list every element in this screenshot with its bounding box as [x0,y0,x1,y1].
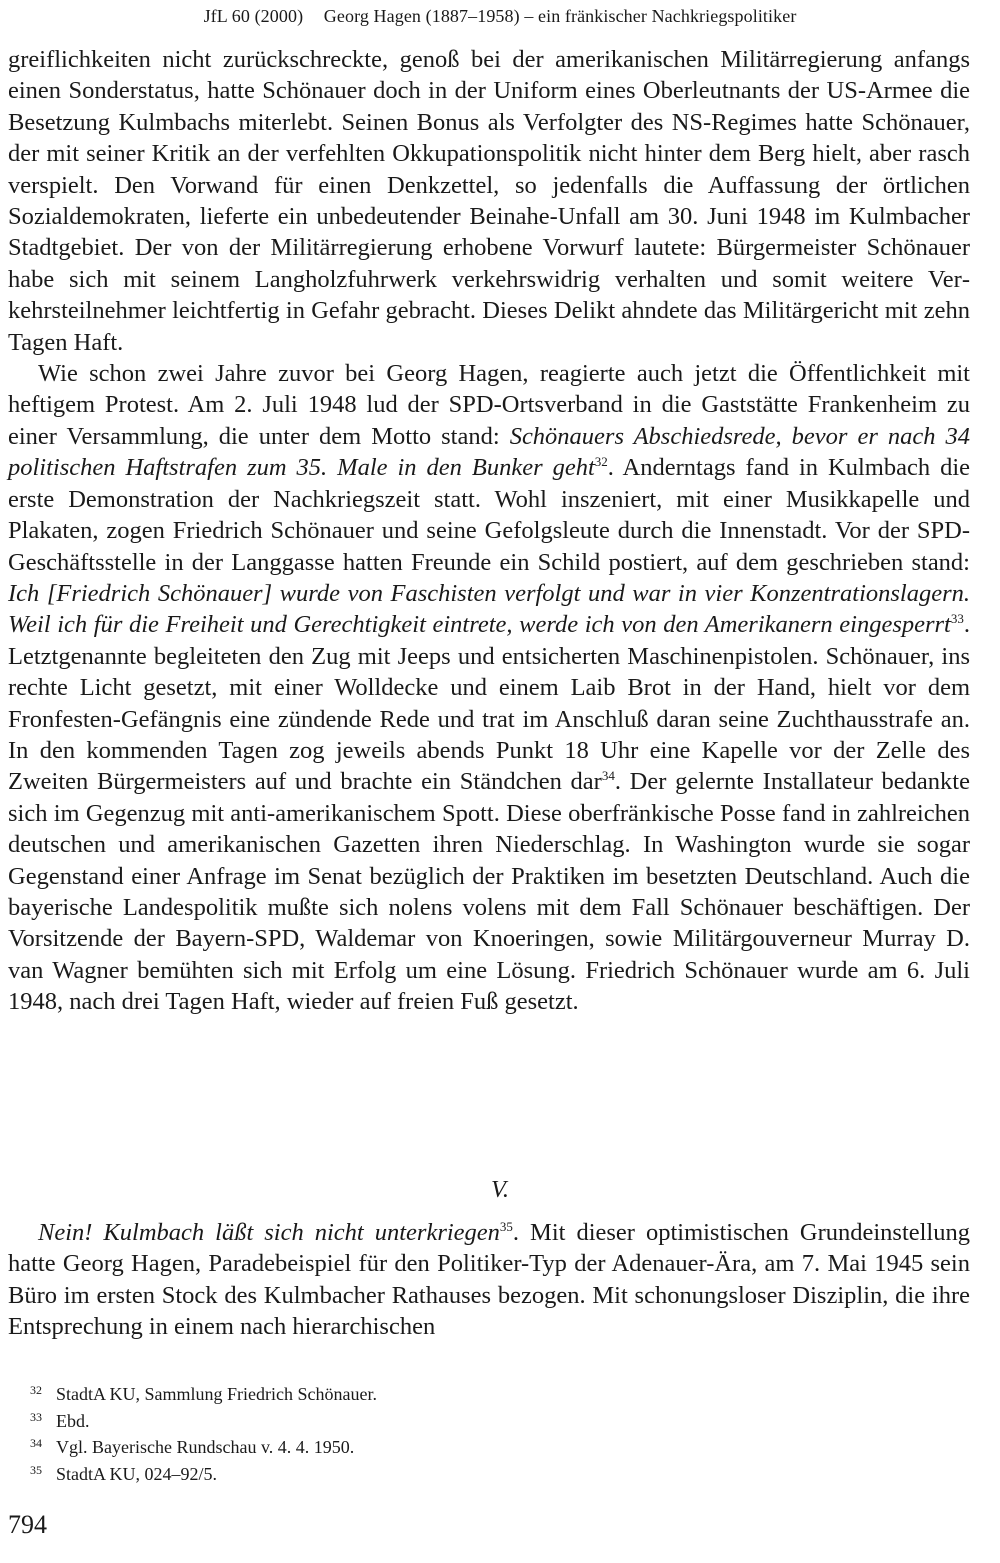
paragraph-2 [8,358,970,1018]
footnote-number: 35 [30,1462,42,1477]
section-heading: V. [491,1176,509,1203]
section-text [8,1217,970,1343]
footnote-34 [30,1435,930,1462]
body-text [8,44,970,1018]
section-paragraph-text: . Mit dieser optimistischen Grundeinstellung hatte Georg Hagen, Paradebeispiel für den Politiker-Typ der Adenauer-Ära, am 7. Mai 1945 sein Büro im ersten Stock des Kulmbacher Rathauses bezogen. Mit schonungsloser Disziplin, die ihre Entsprechung in einem nach hierarchischen [8,1219,970,1341]
footnote-number: 33 [30,1409,42,1424]
section-quote: Nein! Kulmbach läßt sich nicht unterkriegen [38,1219,500,1246]
quote-motto: Schönauers Abschiedsrede, bevor er nach 34 politischen Haftstrafen zum 35. Male in den Bunker geht [8,422,971,482]
footnote-number: 32 [30,1383,42,1397]
paragraph-2-part-2: . Anderntags fand in Kulmbach die erste Demonstration der Nachkriegszeit statt. Wohl inszeniert, mit einer Musikkapelle und Plakaten, zogen Friedrich Schönauer und seine Gefolgsleute durch die Innenstadt. Vor der SPD-Geschäftsstelle in der Langgasse hatten Freunde ein Schild postiert, auf dem geschrieben stand: [8,454,970,576]
paragraph-1: greiflichkeiten nicht zurückschreckte, genoß bei der amerikanischen Militärregierung anfangs einen Sonderstatus, hatte Schönauer doch in der Uniform eines Oberleutnants der US-Armee die Besetzung Kulmbachs miterlebt. Seinen Bonus als Verfolgter des NS-Regimes hatte Schönauer, der mit seiner Kritik an der verfehlten Okkupationspolitik nicht hinter dem Berg hielt, aber rasch verspielt. Den Vorwand für einen Denkzettel, so jedenfalls die Auffassung der örtlichen Sozialdemokraten, lieferte ein unbedeutender Beinahe-Unfall am 30. Juni 1948 im Kulmbacher Stadtgebiet. Der von der Militärregierung erhobene Vorwurf lautete: Bürgermeister Schönauer habe sich mit seinem Langholzfuhrwerk verkehrswidrig verhalten und somit weitere Verkehrsteilnehmer leichtfertig in Gefahr gebracht. Dieses Delikt ahndete das Militärgericht mit zehn Tagen Haft. [8,46,970,356]
footnote-text: Ebd. [56,1410,90,1431]
footnote-35 [30,1462,930,1489]
footnote-ref-35[interactable]: 35 [499,1219,513,1234]
footnote-text: Vgl. Bayerische Rundschau v. 4. 4. 1950. [56,1437,355,1457]
footnote-ref-33[interactable]: 33 [950,611,964,627]
quote-sign: Ich [Friedrich Schönauer] wurde von Faschisten verfolgt und war in vier Konzentrationslagern. Weil ich für die Freiheit und Gerechtigkeit eintrete, werde ich von den Amerikanern eingesperrt [8,579,970,639]
page-number: 794 [8,1510,47,1539]
journal-citation: JfL 60 (2000) [203,6,304,26]
footnote-number: 34 [30,1436,42,1450]
paragraph-2-part-1: Wie schon zwei Jahre zuvor bei Georg Hagen, reagierte auch jetzt die Öffentlichkeit mit heftigem Protest. Am 2. Juli 1948 lud der SPD-Ortsverband in die Gaststätte Frankenheim zu einer Versammlung, die unter dem Motto stand: [8,360,970,450]
section-paragraph [8,1217,970,1343]
footnote-ref-34[interactable]: 34 [601,768,615,784]
paragraph-2-part-3: . Letztgenannte begleiteten den Zug mit Jeeps und entsicherten Maschinenpistolen. Schönauer, ins rechte Licht gesetzt, mit einer Wolldecke und einem Laib Brot in der Hand, hielt vor dem Fronfesten-Gefängnis eine zündende Rede und trat im Anschluß daran seine Zuchthausstrafe an. In den kommenden Tagen zog jeweils abends Punkt 18 Uhr eine Kapelle vor der Zelle des Zweiten Bürgermeisters auf und brachte ein Ständchen dar [8,611,970,796]
paragraph-2-part-4: . Der gelernte Installateur bedankte sich im Gegenzug mit anti-amerikanischem Spott. Diese oberfränkische Posse fand in zahlreichen deutschen und amerikanischen Gazetten ihren Niederschlag. In Washington wurde sie sogar Gegenstand einer Anfrage im Senat bezüglich der Praktiken im besetzten Deutschland. Auch die bayerische Landespolitik mußte sich nolens volens mit dem Fall Schönauer beschäftigen. Der Vorsitzende der Bayern-SPD, Waldemar von Knoeringen, sowie Militärgouverneur Murray D. van Wagner bemühten sich mit Erfolg um eine Lösung. Friedrich Schönauer wurde am 6. Juli 1948, nach drei Tagen Haft, wieder auf freien Fuß gesetzt. [8,768,970,1016]
footnotes [30,1382,930,1488]
running-header [0,6,1000,27]
running-title: Georg Hagen (1887–1958) – ein fränkischer Nachkriegspolitiker [323,6,797,26]
footnote-32 [30,1382,930,1409]
footnote-text: StadtA KU, 024–92/5. [56,1463,218,1484]
footnote-33 [30,1409,930,1436]
footnote-ref-32[interactable]: 32 [594,454,608,470]
footnote-text: StadtA KU, Sammlung Friedrich Schönauer. [56,1384,377,1404]
